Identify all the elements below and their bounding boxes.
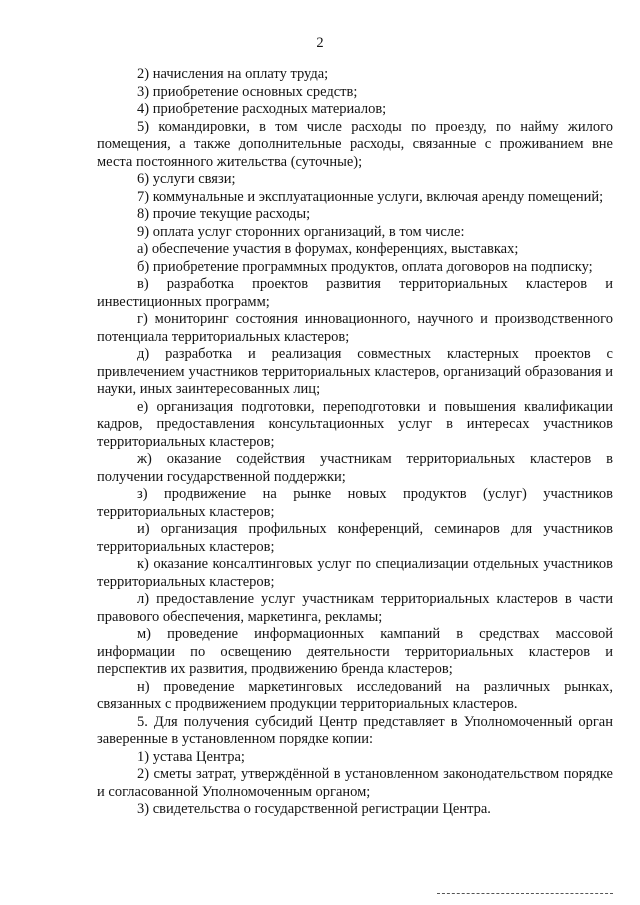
subitem-a: а) обеспечение участия в форумах, конференциях, выставках; [137, 241, 519, 257]
paragraph-item-6: 6) услуги связи; [137, 171, 236, 187]
copy-item-3: 3) свидетельства о государственной регистрации Центра. [137, 801, 491, 817]
footer-divider [437, 893, 613, 894]
subitem-k: к) оказание консалтинговых услуг по специализации отдельных участников территориальных кластеров; [97, 556, 613, 590]
subitem-zh: ж) оказание содействия участникам территориальных кластеров в получении государственной поддержки; [97, 451, 613, 485]
paragraph-item-5: 5) командировки, в том числе расходы по проезду, по найму жилого помещения, а также дополнительные расходы, связанные с проживанием вне места постоянного жительства (суточные); [97, 118, 613, 170]
subitem-i: и) организация профильных конференций, семинаров для участников территориальных кластеров; [97, 521, 613, 555]
paragraph-item-2: 2) начисления на оплату труда; [137, 66, 329, 82]
subitem-l: л) предоставление услуг участникам территориальных кластеров в части правового обеспечения, маркетинга, рекламы; [97, 591, 613, 625]
copy-item-2: 2) сметы затрат, утверждённой в установленном законодательством порядке и согласованной Уполномоченным органом; [97, 766, 613, 800]
subitem-v: в) разработка проектов развития территориальных кластеров и инвестиционных программ; [97, 276, 613, 310]
page-number: 2 [316, 35, 324, 51]
subitem-n: н) проведение маркетинговых исследований на различных рынках, связанных с продвижением продукции территориальных кластеров. [97, 678, 613, 712]
document-body [97, 66, 613, 819]
paragraph-item-8: 8) прочие текущие расходы; [137, 206, 311, 222]
subitem-z: з) продвижение на рынке новых продуктов (услуг) участников территориальных кластеров; [97, 486, 613, 520]
paragraph-item-7: 7) коммунальные и эксплуатационные услуги, включая аренду помещений; [137, 188, 604, 205]
subitem-d: д) разработка и реализация совместных кластерных проектов с привлечением участников территориальных кластеров, организаций образования и науки, иных заинтересованных лиц; [97, 346, 613, 397]
subitem-m: м) проведение информационных кампаний в средствах массовой информации по освещению деятельности территориальных кластеров и перспектив их развития, продвижению бренда кластеров; [97, 626, 613, 677]
paragraph-item-3: 3) приобретение основных средств; [137, 83, 358, 100]
copy-item-1: 1) устава Центра; [137, 748, 245, 765]
paragraph-item-9: 9) оплата услуг сторонних организаций, в том числе: [137, 223, 465, 240]
subitem-g: г) мониторинг состояния инновационного, научного и производственного потенциала территориальных кластеров; [97, 311, 613, 345]
paragraph-item-4: 4) приобретение расходных материалов; [137, 101, 387, 117]
subitem-b: б) приобретение программных продуктов, оплата договоров на подписку; [137, 258, 593, 275]
section-5-paragraph: 5. Для получения субсидий Центр представляет в Уполномоченный орган заверенные в установленном порядке копии: [97, 713, 613, 747]
subitem-e: е) организация подготовки, переподготовки и повышения квалификации кадров, предоставления консультационных услуг в интересах участников территориальных кластеров; [97, 398, 613, 450]
